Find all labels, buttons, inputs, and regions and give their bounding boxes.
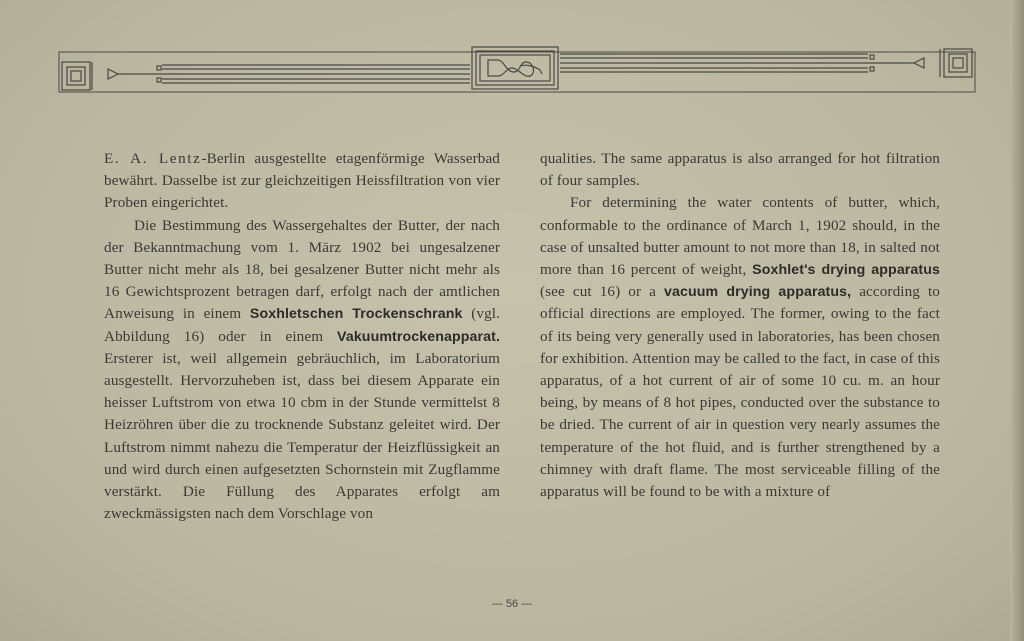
paragraph [540, 148, 940, 192]
paragraph-text: -Berlin ausgestellte etagenförmige Wasserbad bewährt. Dasselbe ist zur gleichzeitigen Heissfiltration von vier Proben eingerichtet. [104, 150, 500, 212]
paragraph-text: For determining the water contents of butter, which, conformable to the ordinance of March 1, 1902 should, in the case of unsalted butter amount to not more than 18, in salted not more than 16 percent of weight, [540, 194, 940, 279]
page-edge-shadow [1010, 0, 1024, 641]
paragraph-text: qualities. The same apparatus is also arranged for hot filtration of four samples. [540, 150, 940, 190]
paragraph-text: (vgl. Abbildung 16) oder in einem [104, 305, 500, 345]
emphasized-term: Soxhlet's drying apparatus [752, 262, 941, 279]
paragraph [104, 148, 500, 215]
page-number: — 56 — [491, 598, 533, 610]
author-name: E. A. Lentz [104, 150, 202, 167]
emphasized-term: vacuum drying apparatus, [663, 284, 852, 301]
paragraph-text: Die Bestimmung des Wassergehaltes der Butter, der nach der Bekanntmachung vom 1. März 1902 bei ungesalzener Butter nicht mehr als 18, bei gesalzener Butter nicht mehr als 16 Gewichtsprozent betragen darf, erfolgt nach der amtlichen Anweisung in einem [104, 216, 500, 323]
emphasized-term: Vakuumtrockenapparat. [337, 328, 500, 345]
paragraph [104, 215, 500, 526]
german-text-column [104, 148, 500, 525]
english-text-column [540, 148, 940, 503]
header-ornament [58, 44, 976, 94]
paragraph [540, 192, 940, 503]
paragraph-text: (see cut 16) or a [540, 283, 664, 301]
emphasized-term: Soxhletschen Trockenschrank [249, 306, 463, 323]
paragraph-text: according to official directions are employed. The former, owing to the fact of its being very generally used in laboratories, has been chosen for exhibition. Attention may be called to the fact, in case of this apparatus, of a hot current of air of some 10 cu. m. an hour being, by means of 8 hot pipes, conducted over the substance to be dried. The current of air in question very nearly assumes the temperature of the hot fluid, and is further strengthened by a chimney with draft flame. The most serviceable filling of the apparatus will be found to be with a mixture of [540, 283, 940, 501]
paragraph-text: Ersterer ist, weil allgemein gebräuchlich, im Laboratorium ausgestellt. Hervorzuheben ist, dass bei diesem Apparate ein heisser Luftstrom von etwa 10 cbm in der Stunde vermittelst 8 Heizröhren über die zu trocknende Substanz geleitet wird. Der Luftstrom nimmt nahezu die Temperatur der Heizflüssigkeit an und wird durch einen aufgesetzten Schornstein mit Zugflamme verstärkt. Die Füllung des Apparates erfolgt am zweckmässigsten nach dem Vorschlage von [104, 349, 500, 523]
